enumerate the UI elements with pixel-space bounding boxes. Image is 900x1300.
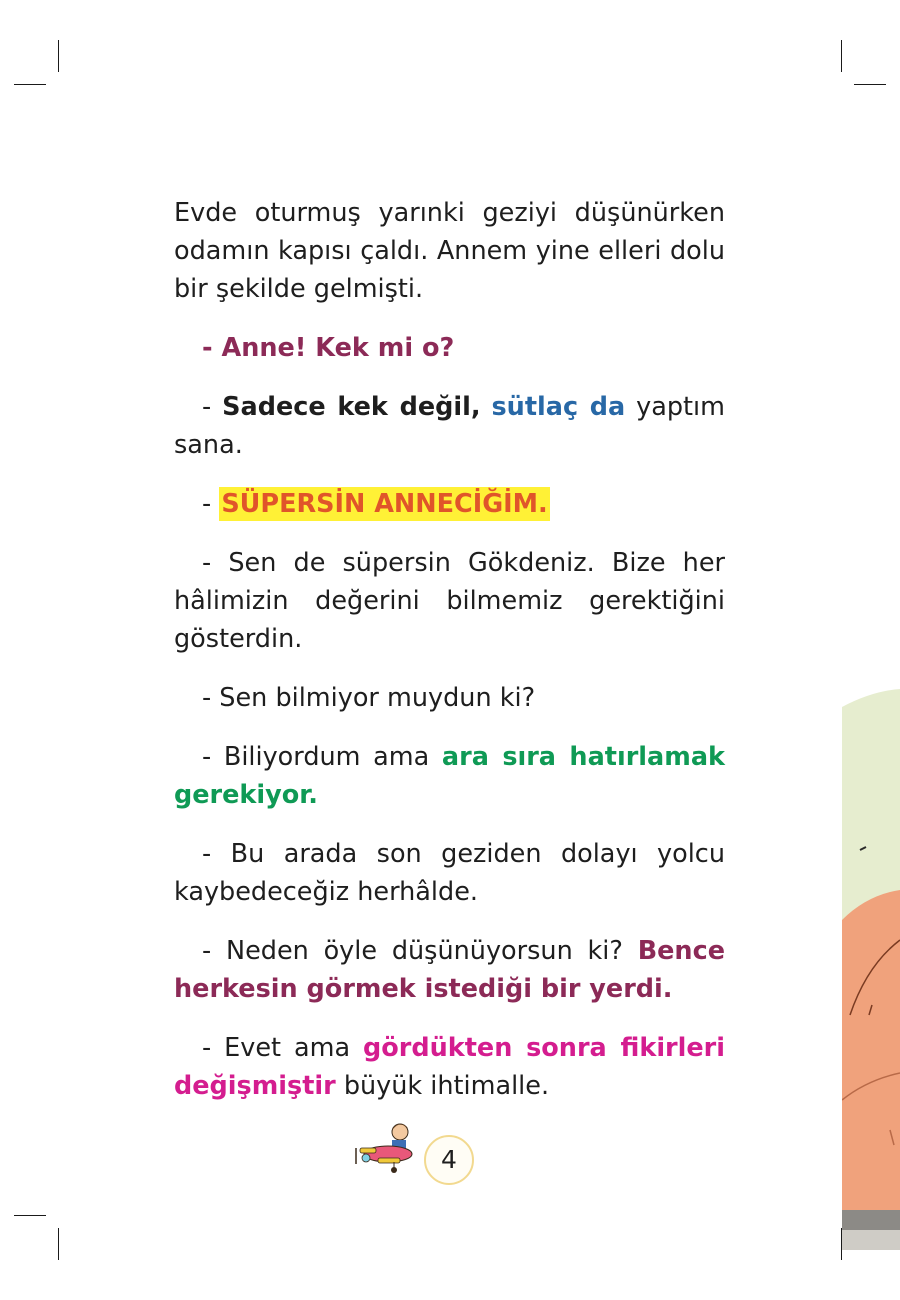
page-number: 4 <box>424 1135 474 1185</box>
text-segment: büyük ihtimalle. <box>335 1071 550 1101</box>
crop-mark <box>841 40 842 72</box>
dialogue-line <box>174 329 725 367</box>
text-segment: gördükten sonra fikirleri değişmiştir <box>174 1033 725 1101</box>
text-segment: - <box>202 392 223 422</box>
crop-mark <box>58 40 59 72</box>
dialogue-line <box>174 738 725 814</box>
text-segment: sütlaç da <box>491 392 626 422</box>
dialogue-line <box>174 679 725 717</box>
hill-landscape-illustration <box>842 685 900 1250</box>
text-segment: yaptım sana. <box>174 392 725 460</box>
crop-mark <box>854 84 886 85</box>
dialogue-line <box>174 1029 725 1105</box>
crop-mark <box>14 84 46 85</box>
text-segment <box>481 392 492 422</box>
text-segment: - <box>202 489 220 519</box>
dialogue-line <box>174 388 725 464</box>
dialogue-line <box>174 544 725 658</box>
text-segment: - Evet ama <box>202 1033 364 1063</box>
text-segment: - Biliyordum ama <box>202 742 442 772</box>
text-segment: Evde oturmuş yarınki geziyi düşünürken odamın kapısı çaldı. Annem yine elleri dolu bir şekilde gelmişti. <box>174 198 725 304</box>
text-segment: - Sen bilmiyor muydun ki? <box>202 683 536 713</box>
text-segment: ara sıra hatırlamak gerekiyor. <box>174 742 725 810</box>
plane-with-boy-illustration <box>352 1118 422 1176</box>
text-segment: Sadece kek değil, <box>222 392 481 422</box>
dialogue-line <box>174 932 725 1008</box>
narration-paragraph <box>174 194 725 308</box>
story-text <box>174 194 725 1126</box>
text-segment: - Anne! Kek mi o? <box>202 333 455 363</box>
text-segment: SÜPERSİN ANNECİĞİM. <box>221 489 548 519</box>
crop-mark <box>58 1228 59 1260</box>
crop-mark <box>14 1215 46 1216</box>
dialogue-line <box>174 485 725 523</box>
text-segment: - Sen de süpersin Gökdeniz. Bize her hâlimizin değerini bilmemiz gerektiğini gösterdin. <box>174 548 725 654</box>
dialogue-line <box>174 835 725 911</box>
text-segment: Bence herkesin görmek istediği bir yerdi. <box>174 936 725 1004</box>
text-segment: - Bu arada son geziden dolayı yolcu kaybedeceğiz herhâlde. <box>174 839 725 907</box>
text-segment: - Neden öyle düşünüyorsun ki? <box>202 936 638 966</box>
